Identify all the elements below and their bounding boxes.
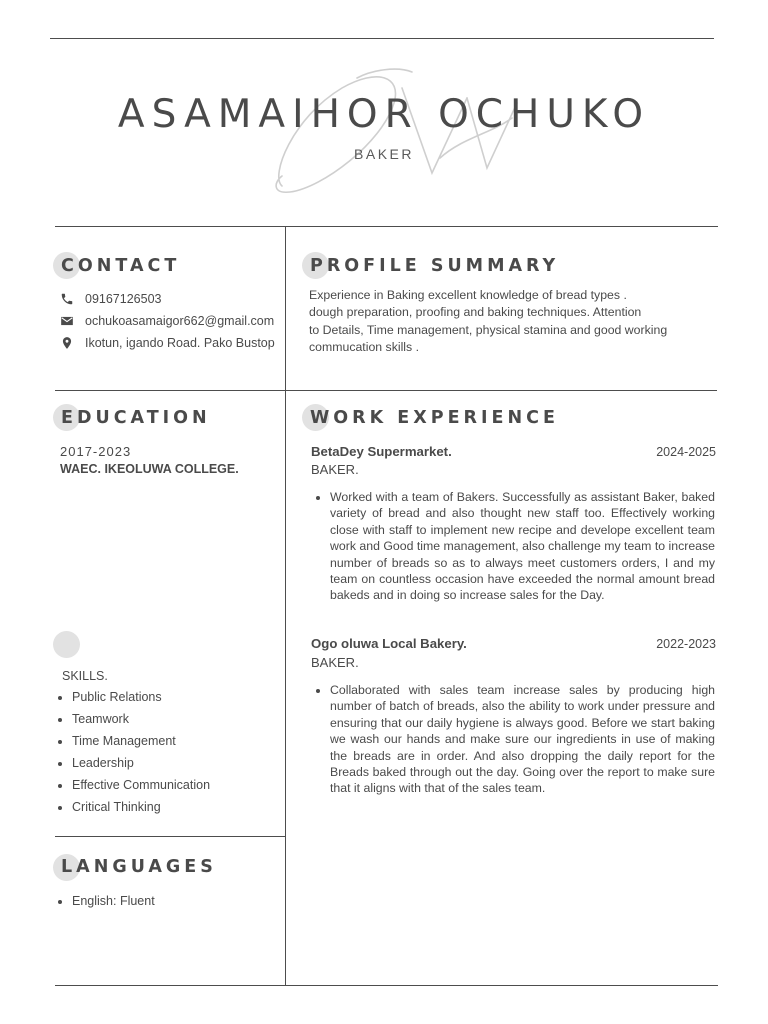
envelope-icon bbox=[60, 314, 74, 328]
job-role: BAKER. bbox=[311, 462, 359, 477]
experience-section-title: WORK EXPERIENCE bbox=[310, 408, 559, 428]
education-school: WAEC. IKEOLUWA COLLEGE. bbox=[60, 462, 239, 476]
languages-list bbox=[55, 891, 155, 913]
profile-line: Experience in Baking excellent knowledge of bread types . bbox=[309, 288, 627, 302]
languages-divider bbox=[55, 836, 285, 837]
job-role: BAKER. bbox=[311, 655, 359, 670]
job-description-item: • Worked with a team of Bakers. Successfully as assistant Baker, baked variety of bread and also thought new staff too. Effectively working close with staff to implement new recipe and develope excellent team work and Good time management, also challenge my team to increase number of breads so as to always meet customers orders, I and my team on countless occasion have exceeded the normal amount bread bakeds and in doing so increase sales for the Day. bbox=[330, 489, 715, 604]
skill-item: • Time Management bbox=[72, 731, 210, 753]
section-divider-right bbox=[285, 390, 717, 391]
language-item: • English: Fluent bbox=[72, 891, 155, 913]
languages-section-title: LANGUAGES bbox=[61, 857, 217, 877]
contact-email bbox=[60, 311, 274, 331]
skill-item: • Effective Communication bbox=[72, 775, 210, 797]
skill-item: • Teamwork bbox=[72, 709, 210, 731]
skill-item: • Critical Thinking bbox=[72, 797, 210, 819]
profile-line: dough preparation, proofing and baking techniques. Attention bbox=[309, 305, 642, 320]
job-company: BetaDey Supermarket. bbox=[311, 444, 452, 459]
profile-line: commucation skills . bbox=[309, 339, 420, 354]
contact-section-title: CONTACT bbox=[61, 256, 181, 276]
column-divider bbox=[285, 226, 286, 986]
profile-section-title: PROFILE SUMMARY bbox=[310, 256, 560, 276]
contact-phone-text: 09167126503 bbox=[85, 292, 162, 306]
phone-icon bbox=[60, 292, 74, 306]
education-years: 2017-2023 bbox=[60, 444, 132, 459]
profile-summary bbox=[309, 287, 719, 356]
contact-email-text: ochukoasamaigor662@gmail.com bbox=[85, 314, 275, 328]
top-rule bbox=[50, 38, 714, 39]
bottom-rule bbox=[55, 985, 718, 986]
skills-title-circle bbox=[53, 631, 80, 658]
profile-line: to Details, Time management, physical stamina and good working bbox=[309, 322, 668, 337]
section-divider-left bbox=[55, 390, 285, 391]
job-description bbox=[311, 489, 715, 604]
contact-phone bbox=[60, 289, 161, 309]
job-description bbox=[311, 682, 715, 797]
education-section-title: EDUCATION bbox=[61, 408, 211, 428]
skill-item: • Leadership bbox=[72, 753, 210, 775]
skills-list bbox=[55, 687, 210, 818]
job-dates: 2024-2025 bbox=[656, 445, 716, 459]
job-company: Ogo oluwa Local Bakery. bbox=[311, 636, 467, 651]
candidate-job-title: BAKER bbox=[354, 146, 414, 162]
skills-section-title: SKILLS. bbox=[62, 669, 108, 683]
candidate-name: ASAMAIHOR OCHUKO bbox=[117, 92, 651, 137]
job-description-item: • Collaborated with sales team increase sales by producing high number of batch of breads, also the ability to work under pressure and ensuring that our daily hygiene is always good. Before we start baking we wash our hands and make sure our ingredients in use of making the breads are in order. And also dropping the daily report for the Breads baked through out the day. Going over the report to make sure that it aligns with that of the sales team. bbox=[330, 682, 715, 797]
skill-item: • Public Relations bbox=[72, 687, 210, 709]
contact-address-text: Ikotun, igando Road. Pako Bustop bbox=[85, 336, 275, 350]
location-pin-icon bbox=[60, 336, 74, 350]
header-divider bbox=[55, 226, 718, 227]
job-dates: 2022-2023 bbox=[656, 637, 716, 651]
contact-address bbox=[60, 333, 275, 353]
